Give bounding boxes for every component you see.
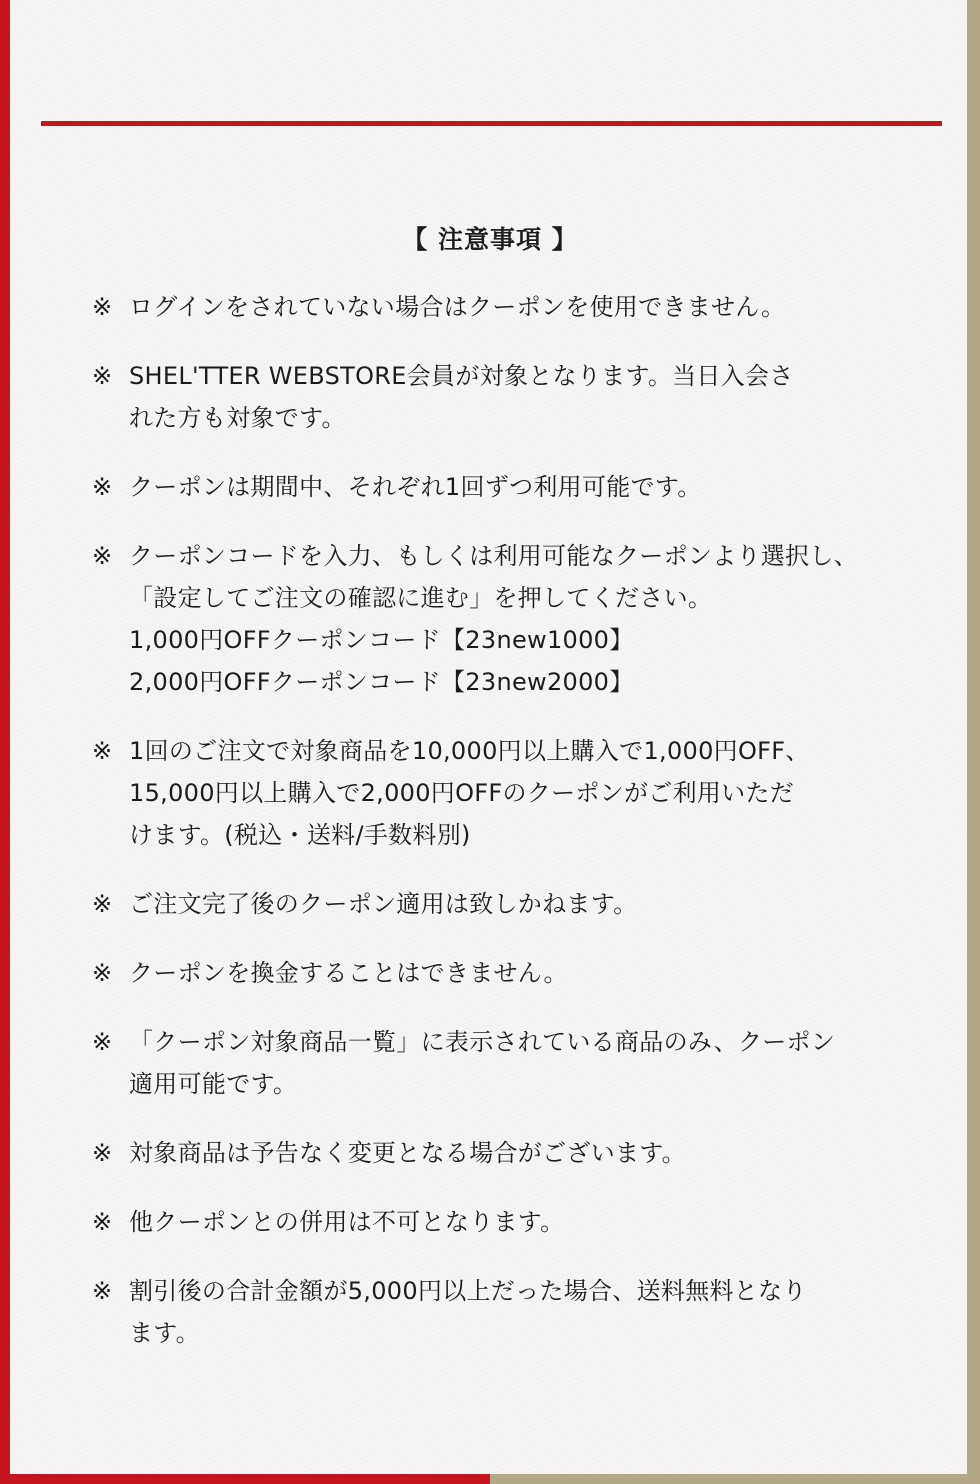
note-mark: ※ [92,890,113,918]
note-text: SHEL'TTER WEBSTORE会員が対象となります。当日入会さ れた方も対象です。 [129,362,794,432]
note-item [92,355,892,439]
note-text: 他クーポンとの併用は不可となります。 [129,1208,565,1236]
bottom-border-red [0,1474,490,1484]
note-text: 1回のご注文で対象商品を10,000円以上購入で1,000円OFF、 15,000円以上購入で2,000円OFFのクーポンがご利用いただ けます。(税込・送料/手数料別) [129,737,810,849]
note-mark: ※ [92,1028,113,1056]
note-text: ご注文完了後のクーポン適用は致しかねます。 [129,890,638,918]
note-item [92,1132,892,1174]
note-mark: ※ [92,1208,113,1236]
note-mark: ※ [92,473,113,501]
note-item [92,730,892,856]
note-text: クーポンを換金することはできません。 [129,959,568,987]
note-mark: ※ [92,293,113,321]
bottom-border-gold [490,1474,980,1484]
note-item [92,1201,892,1243]
note-text: クーポンは期間中、それぞれ1回ずつ利用可能です。 [129,473,702,501]
note-mark: ※ [92,542,113,570]
note-text: 「クーポン対象商品一覧」に表示されている商品のみ、クーポン 適用可能です。 [129,1028,836,1098]
note-text: クーポンコードを入力、もしくは利用可能なクーポンより選択し、 「設定してご注文の確認に進む」を押してください。 1,000円OFFクーポンコード【23new1000】 2,000円OFFクーポンコード【23new2000】 [129,542,858,696]
notes-list [92,286,892,1381]
top-divider [41,121,942,126]
note-text: ログインをされていない場合はクーポンを使用できません。 [129,293,786,321]
note-mark: ※ [92,1277,113,1305]
note-item [92,883,892,925]
note-mark: ※ [92,959,113,987]
note-item [92,286,892,328]
note-text: 割引後の合計金額が5,000円以上だった場合、送料無料となり ます。 [129,1277,807,1347]
note-text: 対象商品は予告なく変更となる場合がございます。 [129,1139,686,1167]
note-mark: ※ [92,737,113,765]
note-item [92,466,892,508]
note-mark: ※ [92,362,113,390]
note-item [92,1021,892,1105]
note-item [92,1270,892,1354]
note-item [92,952,892,994]
notes-heading: 【 注意事項 】 [402,225,578,254]
note-item [92,535,892,703]
note-mark: ※ [92,1139,113,1167]
